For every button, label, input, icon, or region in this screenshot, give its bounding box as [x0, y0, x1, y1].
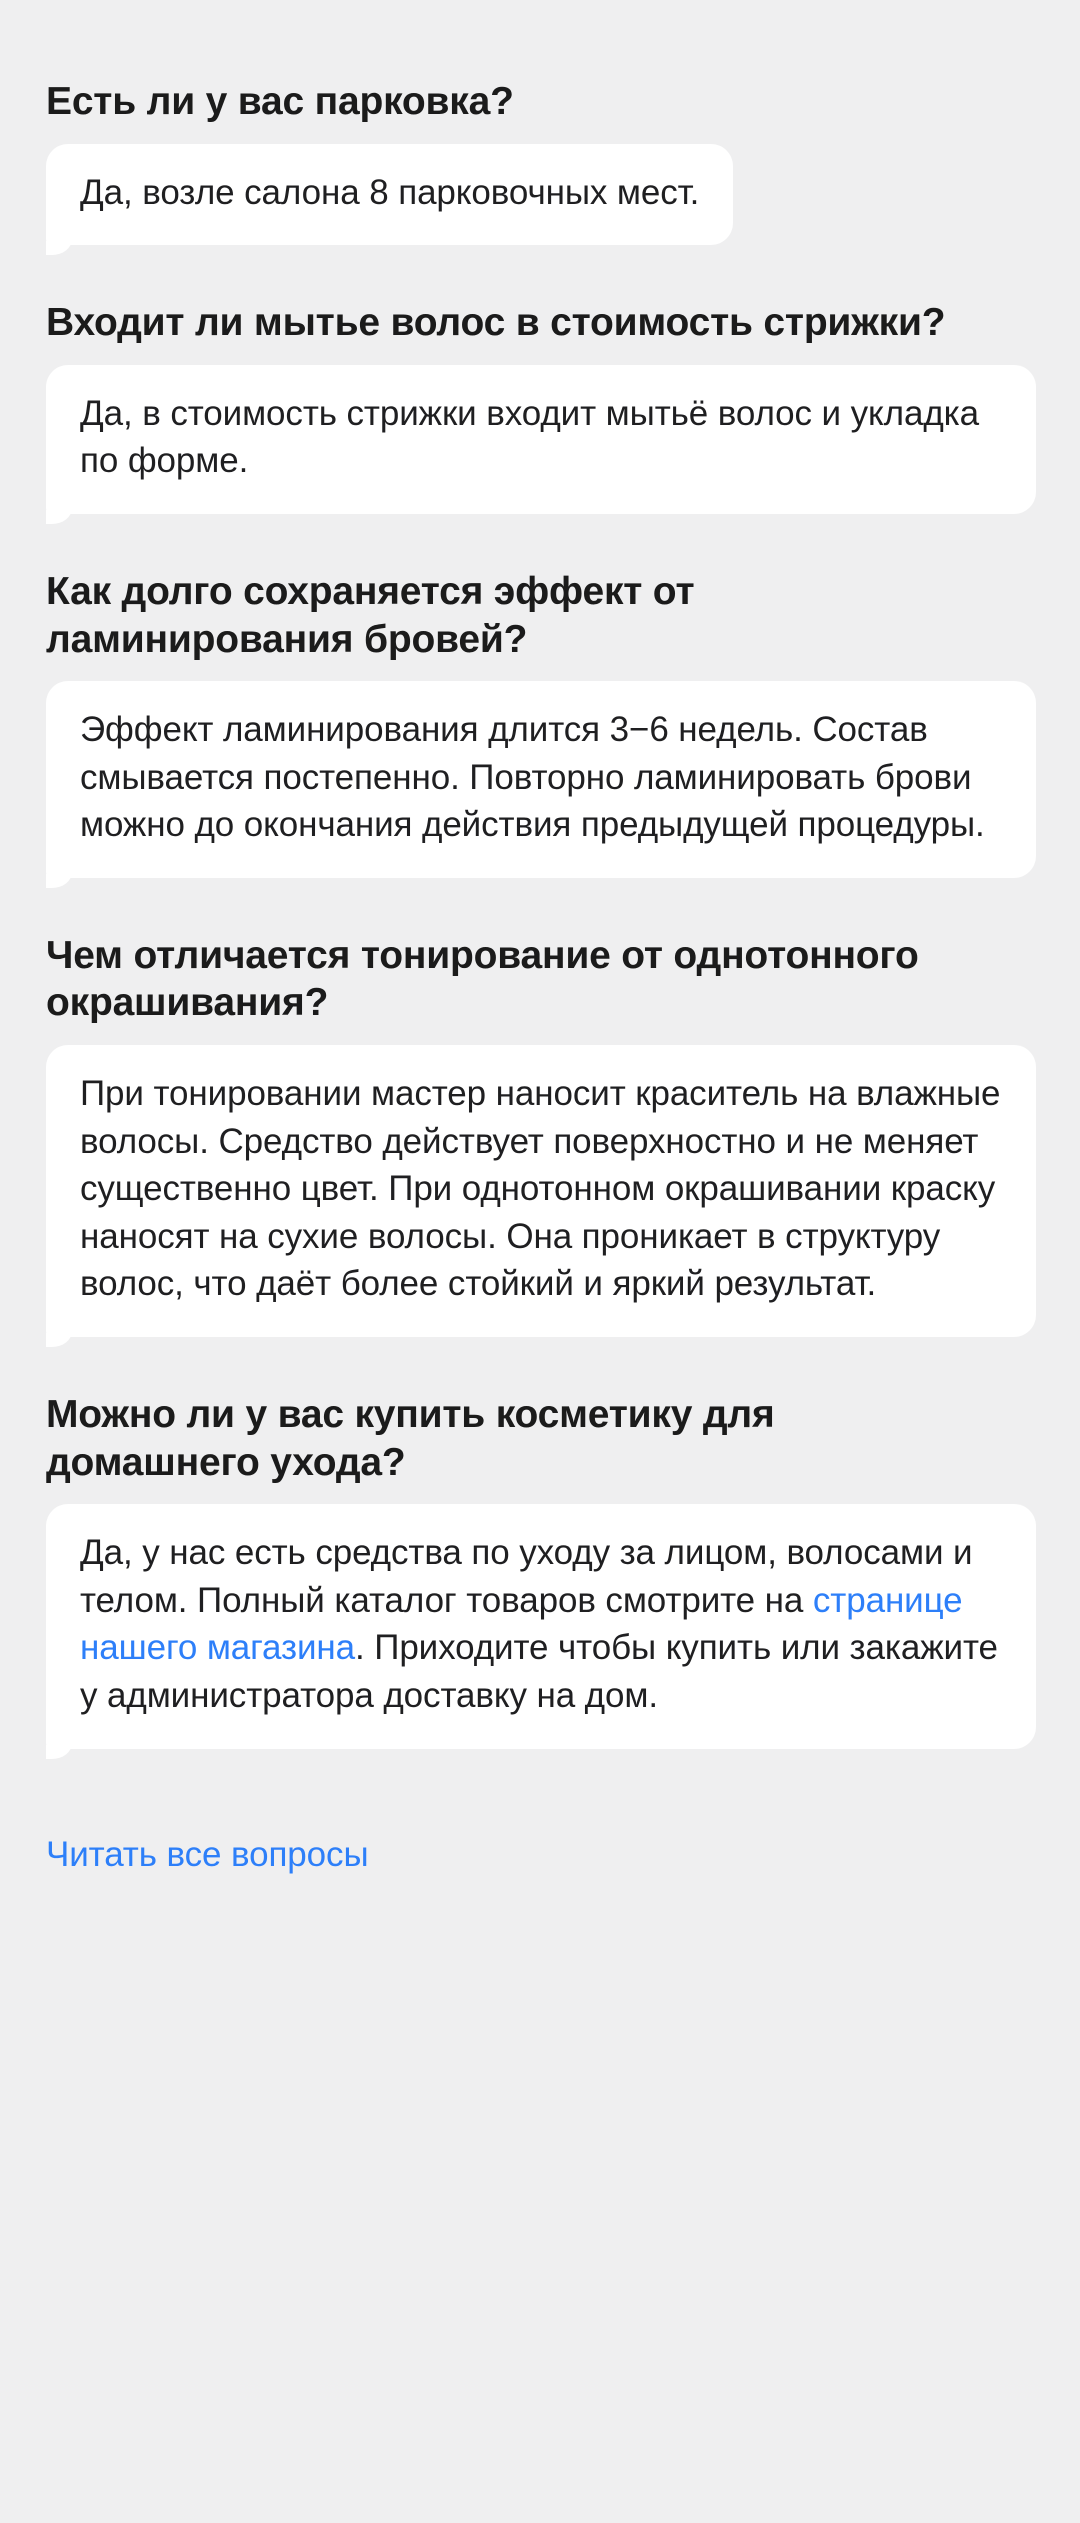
faq-item [46, 78, 1034, 245]
faq-answer-text: Да, возле салона 8 парковочных мест. [80, 172, 700, 212]
faq-answer-bubble-wrap [46, 144, 1034, 246]
bubble-tail-icon [46, 874, 72, 892]
shop-page-link[interactable]: странице нашего магазина [80, 1580, 963, 1668]
faq-item [46, 1391, 1034, 1749]
bubble-tail-icon [46, 241, 72, 259]
faq-item [46, 932, 1034, 1337]
bubble-tail-icon [46, 1333, 72, 1351]
faq-answer-bubble [46, 1045, 1036, 1337]
faq-footer [46, 1835, 1034, 1935]
faq-answer-text: При тонировании мастер наносит краситель на влажные волосы. Средство действует поверхностно и не меняет существенно цвет. При однотонном окрашивании краску наносят на сухие волосы. Она проникает в структуру волос, что даёт более стойкий и яркий результат. [80, 1074, 1001, 1304]
faq-question: Есть ли у вас парковка? [46, 80, 514, 123]
faq-answer-bubble [46, 365, 1036, 514]
faq-answer-text: Эффект ламинирования длится 3−6 недель. Состав смывается постепенно. Повторно ламинировать брови можно до окончания действия предыдущей процедуры. [80, 710, 985, 845]
faq-answer-bubble-wrap [46, 681, 1034, 878]
read-all-questions-link[interactable]: Читать все вопросы [46, 1834, 369, 1874]
faq-question: Можно ли у вас купить косметику для домашнего ухода? [46, 1393, 775, 1484]
faq-answer-text: Да, в стоимость стрижки входит мытьё волос и укладка по форме. [80, 393, 979, 481]
faq-answer-bubble [46, 144, 733, 246]
faq-answer-bubble [46, 1504, 1036, 1748]
faq-question: Чем отличается тонирование от однотонного окрашивания? [46, 933, 919, 1025]
faq-item [46, 568, 1034, 878]
faq-answer-bubble-wrap [46, 1504, 1034, 1748]
faq-question: Входит ли мытье волос в стоимость стрижки? [46, 301, 946, 345]
faq-answer-text-part1: Да, у нас есть средства по уходу за лицом, волосами и телом. Полный каталог товаров смотрите на [80, 1533, 973, 1620]
faq-question: Как долго сохраняется эффект от ламинирования бровей? [46, 569, 695, 661]
bubble-tail-icon [46, 1745, 72, 1763]
bubble-tail-icon [46, 510, 72, 528]
faq-answer-bubble-wrap [46, 365, 1034, 514]
faq-answer-bubble [46, 681, 1036, 878]
faq-answer-text [80, 1529, 1002, 1719]
faq-item [46, 299, 1034, 514]
faq-answer-text-part2: . Приходите чтобы купить или закажите у администратора доставку на дом. [80, 1628, 998, 1715]
faq-answer-bubble-wrap [46, 1045, 1034, 1337]
